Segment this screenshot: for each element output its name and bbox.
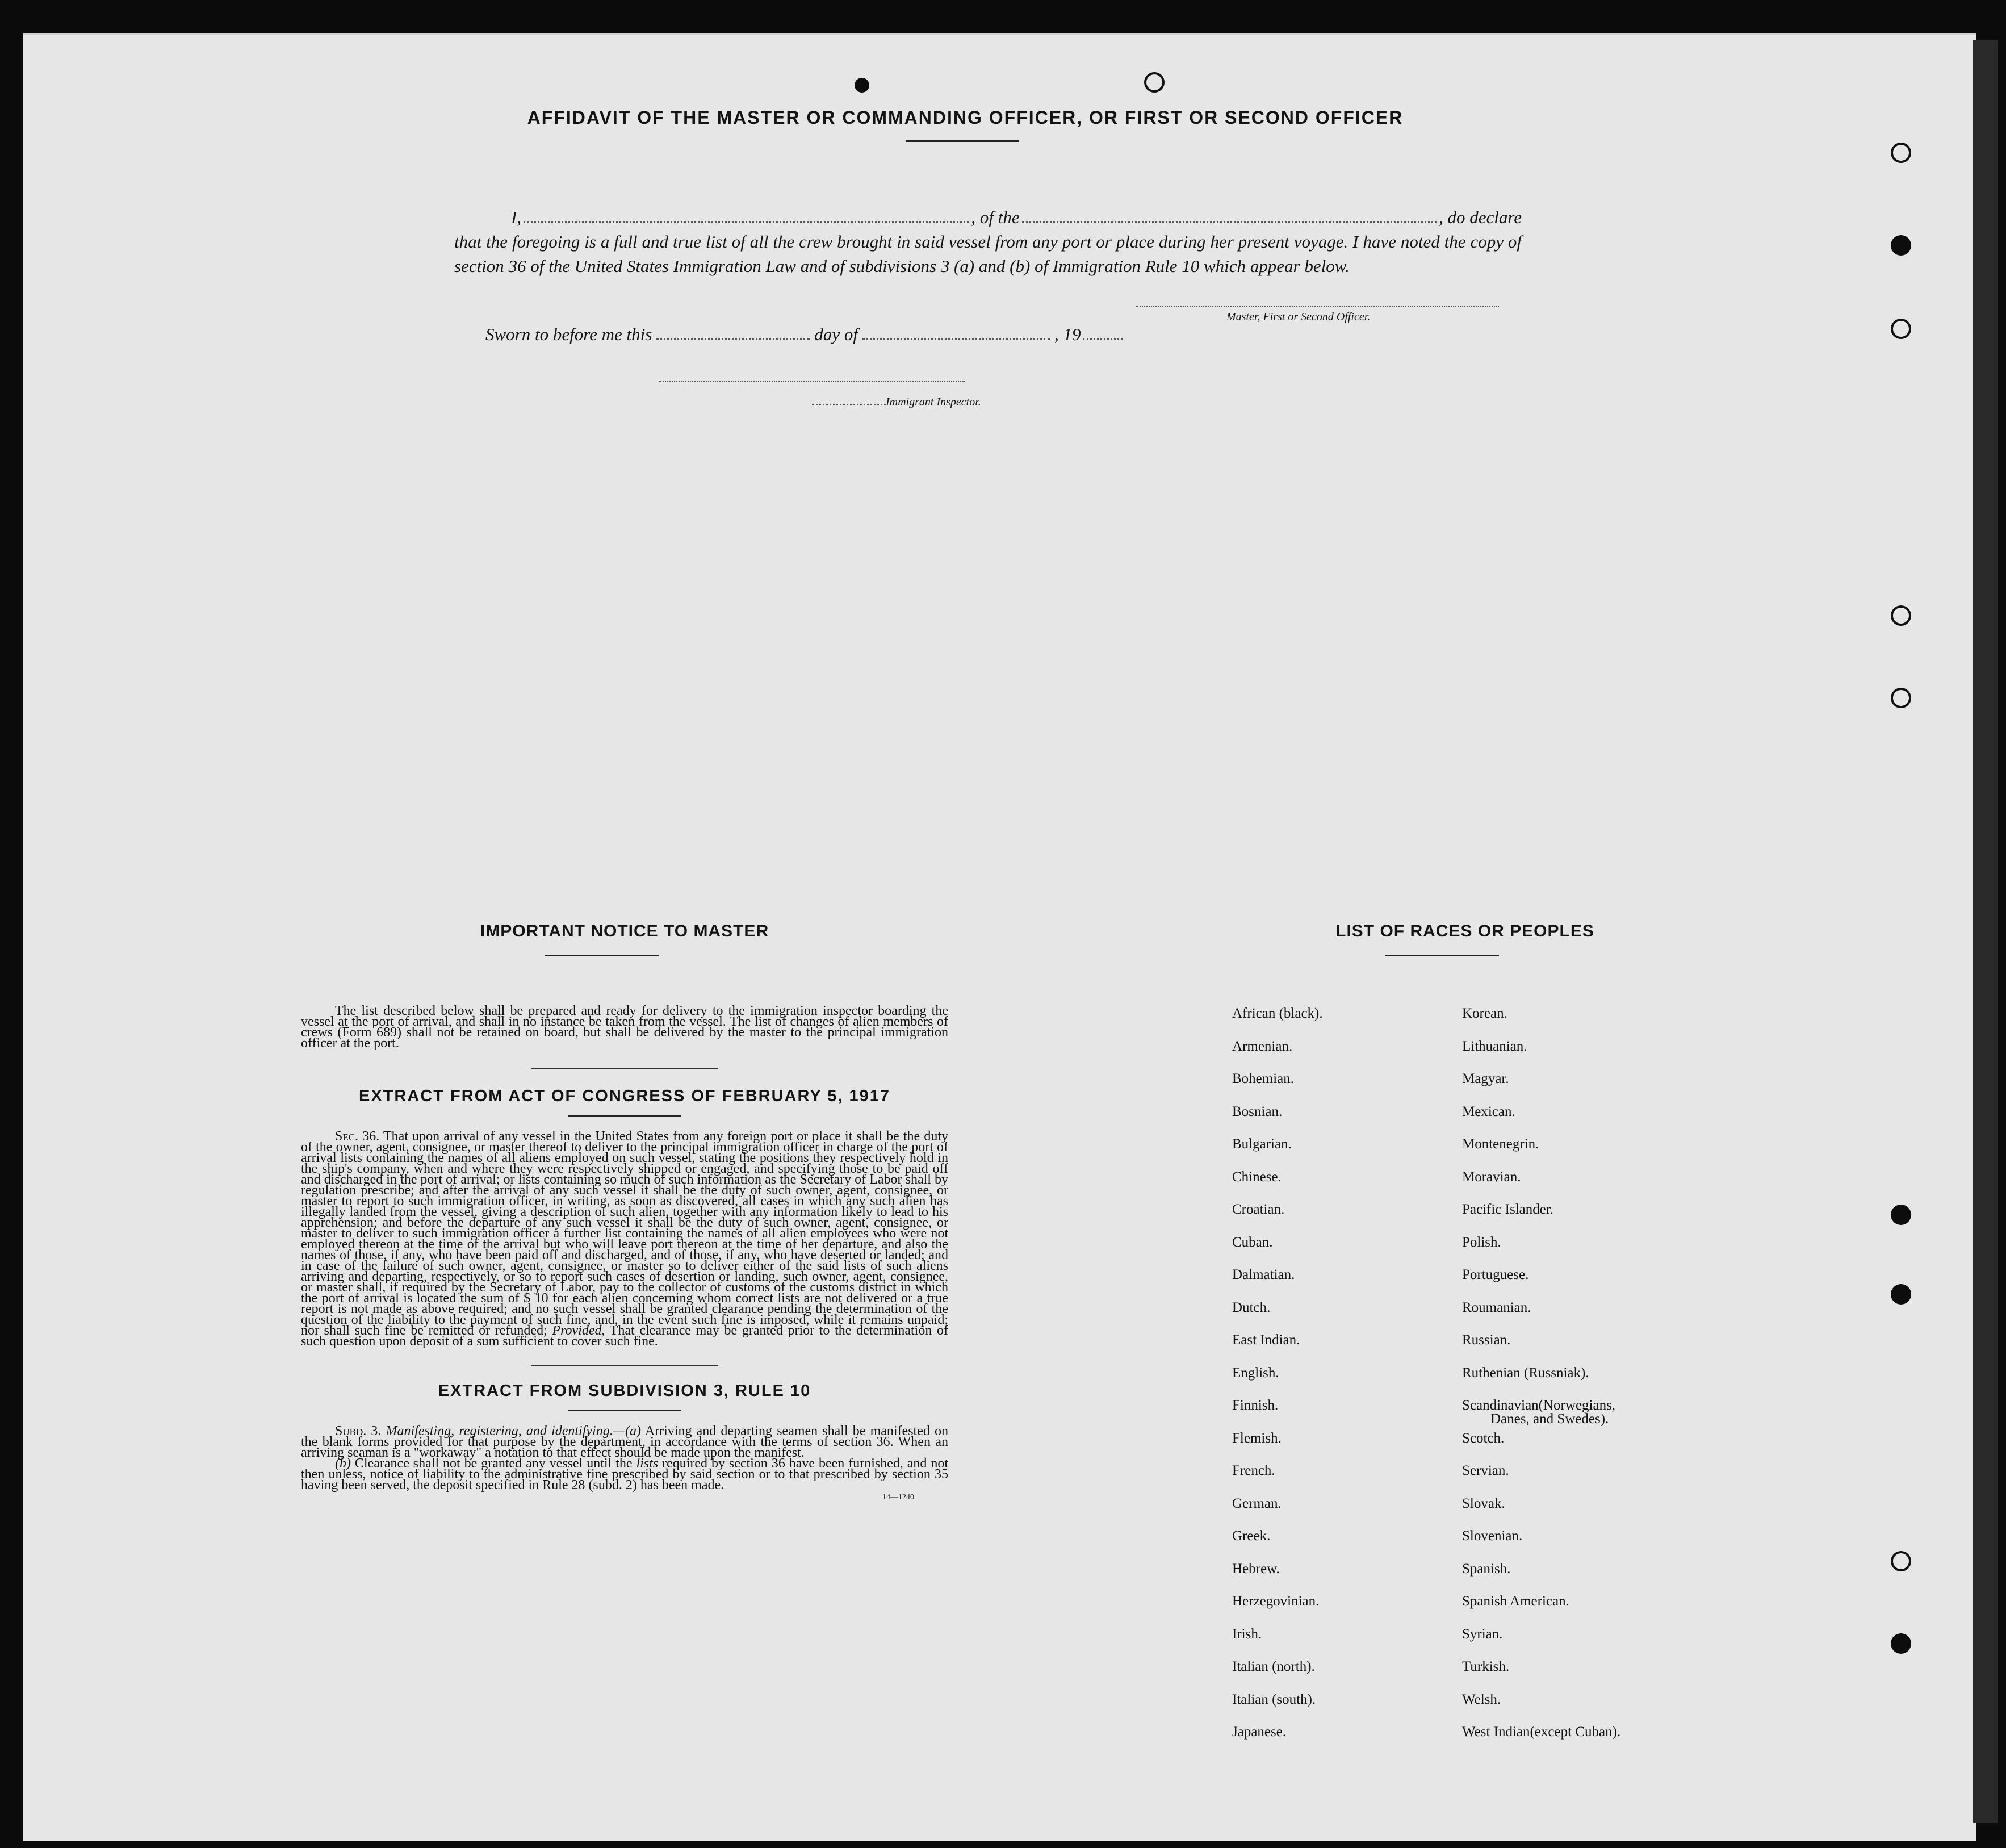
document-page: [23, 33, 1976, 1841]
act-title: EXTRACT FROM ACT OF CONGRESS OF FEBRUARY 5, 1917: [358, 1087, 891, 1105]
act-body: That upon arrival of any vessel in the United States from any foreign port or place it shall be the duty of the owner, agent, consignee, or master thereof to deliver to the principal immigration officer in charge of the port of arrival lists containing the names of all aliens employed on such vessel, stating the positions they respectively hold in the ship's company, when and where they were respectively shipped or engaged, and specifying those to be paid off and discharged in the port of arrival; or lists containing so much of such information as the Secretary of Labor shall by regulation prescribe; and after the arrival of any such vessel it shall be the duty of such owner, agent, consignee, or master to report to such immigration officer, in writing, as soon as discovered, all cases in which any such alien has illegally landed from the vessel, giving a description of such alien, together with any information likely to lead to his apprehension; and before the departure of any such vessel it shall be the duty of such owner, agent, consignee, or master to deliver to such immigration officer a further list containing the names of all alien employees who were not employed thereon at the time of the arrival but who will leave port thereon at the time of her departure, and also the names of those, if any, who have been paid off and discharged, and of those, if any, who have deserted or landed; and in case of the failure of such owner, agent, consignee, or master so to deliver either of the said lists of such aliens arriving and departing, respectively, or so to report such cases of desertion or landing, such owner, agent, consignee, or master shall, if required by the Secretary of Labor, pay to the collector of customs of the customs district in which the port of arrival is located the sum of $ 10 for each alien concerning whom correct lists are not delivered or a true report is not made as above required; and no such vessel shall be granted clearance pending the determination of the question of the liability to the payment of such fine, and, in the event such fine is imposed, while it remains unpaid; nor shall such fine be remitted or refunded;: [301, 1129, 948, 1338]
act-body-end: That clearance may be granted prior to the determination of such question upon deposit of a sum sufficient to cover such fine.: [301, 1323, 948, 1349]
binder-hole-icon: [1891, 688, 1911, 708]
binder-hole-icon: [1891, 1551, 1911, 1571]
master-signature-label: Master, First or Second Officer.: [1226, 311, 1371, 323]
race-item: Cuban.: [1232, 1234, 1273, 1250]
race-item: German.: [1232, 1495, 1282, 1511]
rule-para-b: [301, 1458, 948, 1491]
race-item: West Indian(except Cuban).: [1462, 1724, 1621, 1740]
section-separator: [531, 1365, 718, 1366]
notice-and-extracts: [301, 1006, 948, 1503]
title-rule: [906, 140, 1019, 142]
race-item: Scandinavian(Norwegians,: [1462, 1398, 1616, 1413]
races-rule: [1385, 955, 1499, 956]
race-item: Magyar.: [1462, 1071, 1509, 1086]
name-field[interactable]: [524, 221, 969, 223]
rule-para-a-text: Arriving and departing seamen shall be manifested on the blank forms provided for that purpose by the department, in accordance with the terms of section 36. When an arriving seaman is a "workaway" a notation to that effect should be made upon the manifest.: [301, 1424, 948, 1460]
act-provided: Provided,: [552, 1323, 605, 1338]
race-item: French.: [1232, 1463, 1275, 1478]
race-item: Hebrew.: [1232, 1561, 1280, 1577]
race-item: Lithuanian.: [1462, 1038, 1527, 1054]
rule-para-a: [301, 1426, 948, 1458]
declaration-line-1: [454, 205, 1522, 229]
sworn-month-field[interactable]: [862, 338, 1050, 340]
vessel-field[interactable]: [1022, 221, 1437, 223]
race-item: Portuguese.: [1462, 1267, 1529, 1282]
inspector-signature-line[interactable]: [659, 381, 965, 382]
rule-rule: [568, 1410, 681, 1411]
race-item: Croatian.: [1232, 1202, 1285, 1217]
binder-hole-icon: [1891, 605, 1911, 626]
race-item: Syrian.: [1462, 1626, 1503, 1642]
race-item: Bulgarian.: [1232, 1136, 1292, 1152]
act-sec-label: Sec. 36.: [335, 1129, 380, 1144]
race-item: Mexican.: [1462, 1103, 1515, 1119]
sworn-year-label: , 19: [1054, 324, 1081, 344]
race-item: Moravian.: [1462, 1169, 1521, 1185]
declaration-do-declare: , do declare: [1438, 207, 1522, 227]
declaration: [454, 205, 1522, 278]
sworn-text: Sworn to before me this: [485, 324, 652, 344]
sworn-line: [485, 324, 1123, 345]
master-signature-line[interactable]: [1136, 306, 1499, 307]
race-item: Bosnian.: [1232, 1103, 1283, 1119]
race-item: Slovak.: [1462, 1495, 1505, 1511]
rule-para-b1: Clearance shall not be granted any vessel until the: [354, 1456, 633, 1471]
race-item: Finnish.: [1232, 1398, 1279, 1413]
page-edge: [1973, 40, 1998, 1823]
binder-hole-icon: [1891, 235, 1911, 256]
notice-title: IMPORTANT NOTICE TO MASTER: [480, 922, 769, 940]
affidavit-title: AFFIDAVIT OF THE MASTER OR COMMANDING OFFICER, OR FIRST OR SECOND OFFICER: [527, 107, 1404, 128]
notice-text: The list described below shall be prepared and ready for delivery to the immigration inspector boarding the vessel at the port of arrival, and shall in no instance be taken from the vessel. The list of changes of alien members of crews (Form 689) shall not be retained on board, but shall be delivered by the master to the principal immigration officer at the port.: [301, 1004, 948, 1051]
race-item: Flemish.: [1232, 1430, 1282, 1446]
binder-hole-icon: [855, 78, 869, 93]
inspector-dots: [812, 404, 886, 405]
section-separator: [531, 1068, 718, 1069]
race-item: Roumanian.: [1462, 1299, 1531, 1315]
binder-hole-icon: [1891, 1633, 1911, 1654]
race-item: English.: [1232, 1365, 1279, 1381]
declaration-body: that the foregoing is a full and true list of all the crew brought in said vessel from any port or place during her present voyage. I have noted the copy of section 36 of the United States Immigration Law and of subdivisions 3 (a) and (b) of Immigration Rule 10 which appear below.: [454, 232, 1522, 276]
race-item-continuation: Danes, and Swedes).: [1490, 1411, 1609, 1427]
binder-hole-icon: [1891, 143, 1911, 163]
race-item: Slovenian.: [1462, 1528, 1523, 1544]
race-item: Bohemian.: [1232, 1071, 1295, 1086]
sworn-day-of: day of: [814, 324, 858, 344]
race-item: Spanish American.: [1462, 1594, 1569, 1609]
sworn-day-field[interactable]: [656, 338, 810, 340]
race-item: Spanish.: [1462, 1561, 1511, 1577]
rule-lists-word: lists: [636, 1456, 659, 1471]
inspector-signature-label: Immigrant Inspector.: [886, 396, 981, 408]
binder-hole-icon: [1891, 319, 1911, 339]
declaration-of-the: , of the: [971, 207, 1020, 227]
race-item: Scotch.: [1462, 1430, 1505, 1446]
form-number: 14—1240: [882, 1493, 914, 1502]
race-item: Russian.: [1462, 1332, 1511, 1348]
race-item: Servian.: [1462, 1463, 1509, 1478]
rule-b-label: (b): [335, 1456, 351, 1471]
race-item: Welsh.: [1462, 1691, 1501, 1707]
race-item: African (black).: [1232, 1006, 1323, 1021]
race-item: Polish.: [1462, 1234, 1501, 1250]
rule-title: EXTRACT FROM SUBDIVISION 3, RULE 10: [438, 1382, 811, 1400]
race-item: Montenegrin.: [1462, 1136, 1539, 1152]
rule-subd-title: Manifesting, registering, and identifying.—(a): [386, 1424, 642, 1439]
race-item: Dalmatian.: [1232, 1267, 1295, 1282]
race-item: Korean.: [1462, 1006, 1507, 1021]
act-rule: [568, 1115, 681, 1117]
race-item: Italian (south).: [1232, 1691, 1316, 1707]
rule-para-b2: required by section 36 have been furnished, and not then unless, notice of liability to the administrative fine prescribed by said section or to that prescribed by section 35 having been served, the deposit specified in Rule 28 (subd. 2) has been made.: [301, 1456, 949, 1492]
notice-rule: [545, 955, 659, 956]
binder-hole-icon: [1144, 72, 1165, 93]
race-item: East Indian.: [1232, 1332, 1300, 1348]
race-item: Irish.: [1232, 1626, 1262, 1642]
race-item: Herzegovinian.: [1232, 1594, 1320, 1609]
race-item: Dutch.: [1232, 1299, 1271, 1315]
inspector-label-row: [812, 396, 981, 409]
race-item: Ruthenian (Russniak).: [1462, 1365, 1589, 1381]
binder-hole-icon: [1891, 1284, 1911, 1305]
race-item: Turkish.: [1462, 1659, 1510, 1674]
rule-subd-label: Subd. 3.: [335, 1424, 382, 1439]
declaration-i: I,: [511, 207, 522, 227]
binder-hole-icon: [1891, 1205, 1911, 1225]
race-item: Chinese.: [1232, 1169, 1282, 1185]
race-item: Italian (north).: [1232, 1659, 1315, 1674]
act-text: [301, 1131, 948, 1347]
sworn-year-field[interactable]: [1083, 338, 1123, 340]
race-item: Greek.: [1232, 1528, 1271, 1544]
race-item: Japanese.: [1232, 1724, 1287, 1740]
race-item: Pacific Islander.: [1462, 1202, 1554, 1217]
race-item: Armenian.: [1232, 1038, 1293, 1054]
races-title: LIST OF RACES OR PEOPLES: [1335, 922, 1594, 940]
